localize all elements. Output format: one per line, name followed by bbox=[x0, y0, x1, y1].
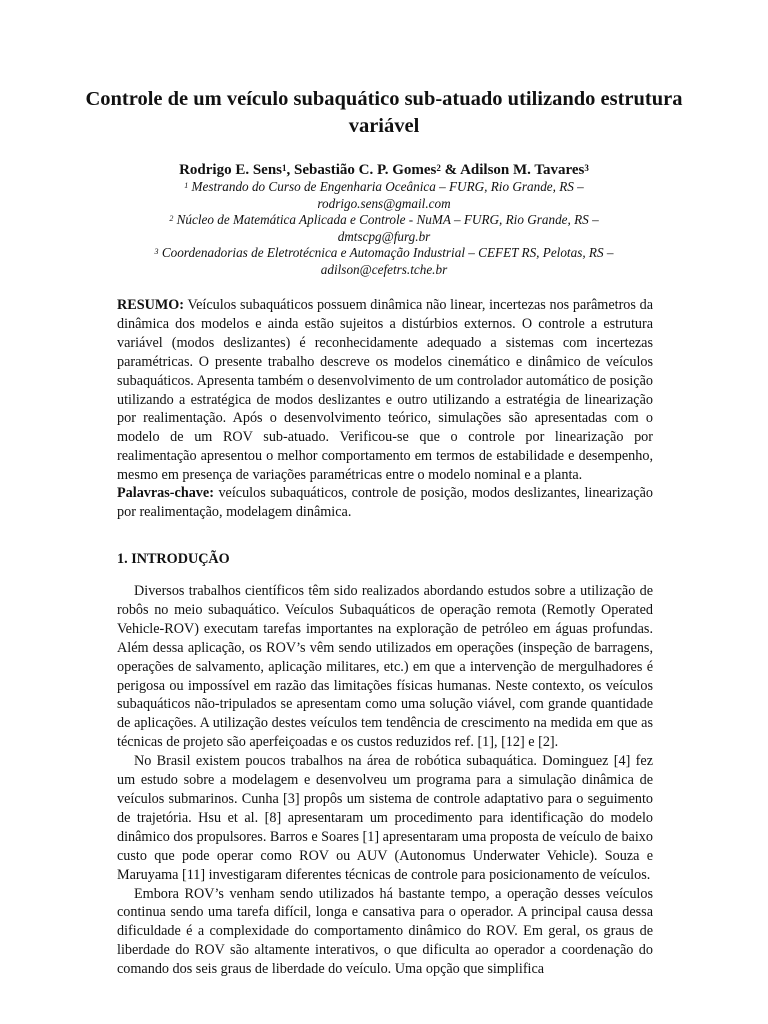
author-mark: 2 bbox=[436, 163, 441, 173]
abstract-label: RESUMO: bbox=[117, 297, 184, 313]
abstract bbox=[117, 296, 653, 485]
abstract-text: Veículos subaquáticos possuem dinâmica não linear, incertezas nos parâmetros da dinâmica dos modelos e ainda estão sujeitos a distúrbios externos. O controle a estrutura variável (modos deslizantes) é reconhecidamente adequado a sistemas com incertezas paramétricas. O presente trabalho descreve os modelos cinemático e dinâmico de veículos subaquáticos. Apresenta também o desenvolvimento de um controlador automático de posição utilizando a estratégica de modos deslizantes e outro utilizando a estratégia de linearização por realimentação. Após o desenvolvimento teórico, simulações são apresentadas com o modelo de um ROV sub-atuado. Verificou-se que o controle por linearização por realimentação apresentou o melhor comportamento em termos de estabilidade e desempenho, mesmo em presença de variações paramétricas entre o modelo nominal e a planta. bbox=[117, 297, 653, 484]
section-heading: 1. INTRODUÇÃO bbox=[117, 551, 230, 567]
keywords bbox=[117, 484, 653, 522]
paper-title: Controle de um veículo subaquático sub-atuado utilizando estrutura variável bbox=[85, 88, 683, 137]
affiliation-mark: 1 bbox=[184, 181, 189, 190]
affiliation-text: Mestrando do Curso de Engenharia Oceânica – FURG, Rio Grande, RS – bbox=[191, 179, 584, 194]
author-name: Sebastião C. P. Gomes bbox=[294, 162, 437, 178]
body-paragraph: Diversos trabalhos científicos têm sido realizados abordando estudos sobre a utilização de robôs no meio subaquático. Veículos Subaquáticos de operação remota (Remotly Operated Vehicle-ROV) executam tarefas importantes na exploração de petróleo em águas profundas. Além dessa aplicação, os ROV’s vêm sendo utilizados em operações (inspeção de barragens, operações de salvamento, aplicação militares, etc.) em que a intervenção de mergulhadores é perigosa ou impossível em razão das limitações físicas humanas. Neste contexto, os veículos subaquáticos não-tripulados se apresentam como uma solução viável, com grande quantidade de aplicações. A utilização destes veículos tem tendência de crescimento na medida em que as técnicas de projeto são aperfeiçoadas e os custos reduzidos ref. [1], [12] e [2]. bbox=[117, 583, 653, 751]
affiliation bbox=[80, 212, 688, 245]
section-body bbox=[117, 582, 653, 979]
affiliation-list bbox=[80, 179, 688, 278]
author-list bbox=[60, 160, 708, 180]
author-mark: 1 bbox=[282, 163, 287, 173]
affiliation bbox=[80, 179, 688, 212]
author-separator: , bbox=[286, 162, 295, 178]
affiliation bbox=[80, 245, 688, 278]
affiliation-email: rodrigo.sens@gmail.com bbox=[317, 195, 451, 211]
affiliation-email: adilson@cefetrs.tche.br bbox=[320, 261, 448, 277]
affiliation-text: Núcleo de Matemática Aplicada e Controle - NuMA – FURG, Rio Grande, RS – bbox=[176, 212, 599, 227]
affiliation-email: dmtscpg@furg.br bbox=[337, 228, 431, 244]
author-mark: 3 bbox=[584, 163, 589, 173]
keywords-label: Palavras-chave: bbox=[117, 485, 214, 501]
body-paragraph: Embora ROV’s venham sendo utilizados há bastante tempo, a operação desses veículos continua sendo uma tarefa difícil, longa e cansativa para o operador. A principal causa dessa dificuldade é a complexidade do comportamento dinâmico do ROV. Em geral, os graus de liberdade do ROV são altamente interativos, o que dificulta ao operador a coordenação do comando dos seis graus de liberdade do veículo. Uma opção que simplifica bbox=[117, 885, 653, 978]
author-separator: & bbox=[440, 162, 461, 178]
author-name: Adilson M. Tavares bbox=[460, 162, 585, 178]
author-name: Rodrigo E. Sens bbox=[179, 162, 283, 178]
keywords-text: veículos subaquáticos, controle de posição, modos deslizantes, linearização por realimentação, modelagem dinâmica. bbox=[117, 485, 654, 520]
affiliation-mark: 2 bbox=[169, 214, 174, 223]
body-paragraph: No Brasil existem poucos trabalhos na área de robótica subaquática. Dominguez [4] fez um estudo sobre a modelagem e desenvolveu um programa para a simulação dinâmica de veículos submarinos. Cunha [3] propôs um sistema de controle adaptativo para o seguimento de trajetória. Hsu et al. [8] apresentaram um procedimento para identificação do modelo dinâmico dos propulsores. Barros e Soares [1] apresentaram uma proposta de veículo de baixo custo que pode operar como ROV ou AUV (Autonomus Underwater Vehicle). Souza e Maruyama [11] investigaram diferentes técnicas de controle para posicionamento de veículos. bbox=[117, 753, 653, 883]
affiliation-mark: 3 bbox=[154, 247, 159, 256]
affiliation-text: Coordenadorias de Eletrotécnica e Automação Industrial – CEFET RS, Pelotas, RS – bbox=[161, 245, 614, 260]
